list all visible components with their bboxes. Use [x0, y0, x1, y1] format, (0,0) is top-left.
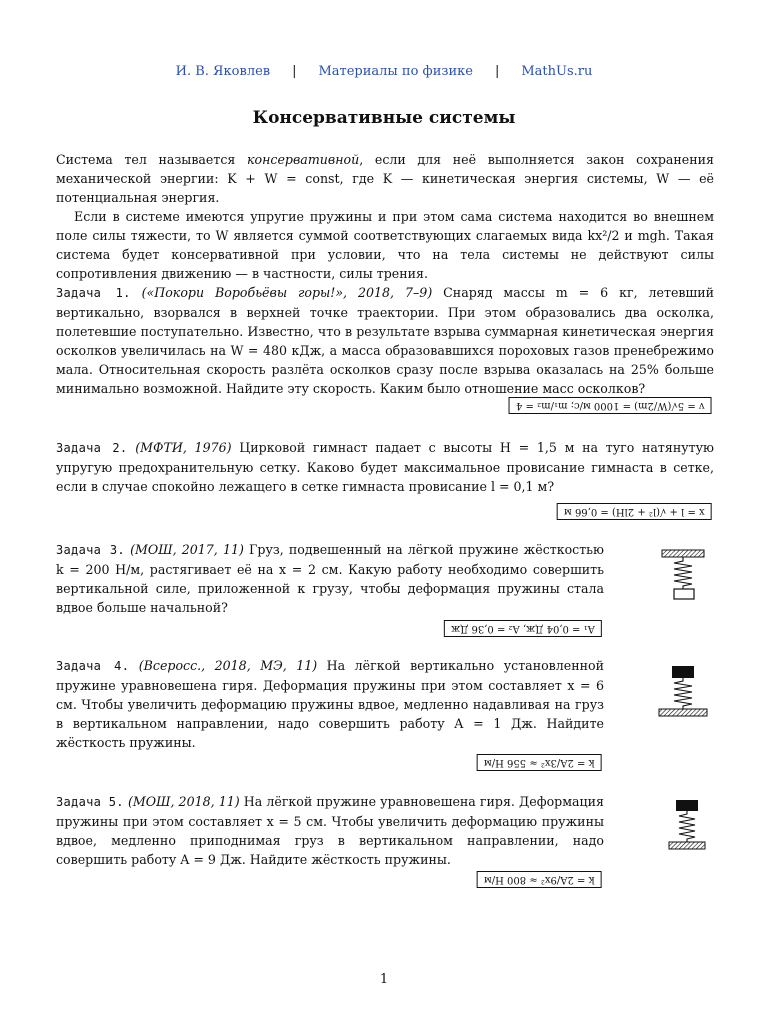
task-1-answer: v = 5√(W/2m) = 1000 м/с; m₁/m₂ = 4: [509, 397, 712, 414]
hanging-spring-figure: [660, 548, 708, 602]
intro-text: Система тел называется: [56, 152, 248, 167]
intro-text: , если для неё выполняется закон сохранения механической энергии: K + W = const, где K — кинетическая энергия системы, W — её потенциальная энергия.: [56, 152, 714, 205]
task-label: Задача 5.: [56, 795, 124, 809]
task-5: [56, 792, 604, 869]
intro-term: консервативной: [247, 152, 360, 167]
header-separator: |: [494, 64, 500, 79]
task-text: Снаряд массы m = 6 кг, летевший вертикально, взорвался в верхней точке траектории. При этом образовались два осколка, полетевшие поступательно. Известно, что в результате взрыва суммарная кинетическая энергия осколков увеличилась на W = 480 кДж, а масса образовавшихся пороховых газов пренебрежимо мала. Относительная скорость разлёта осколков сразу после взрыва оказалась на 25% больше минимально возможной. Найдите эту скорость. Каким было отношение масс осколков?: [56, 285, 714, 396]
header-separator: |: [292, 64, 297, 79]
task-text: На лёгкой вертикально установленной пружине уравновешена гиря. Деформация пружины при этом составляет x = 6 см. Чтобы увеличить деформацию пружины вдвое, медленно надавливая на груз в вертикальном направлении, надо совершить работу A = 1 Дж. Найдите жёсткость пружины.: [56, 658, 604, 750]
intro-paragraph-2: Если в системе имеются упругие пружины и при этом сама система находится во внешнем поле силы тяжести, то W является суммой соответствующих слагаемых вида kx²/2 и mgh. Такая система будет консервативной при условии, что на тела системы не действуют силы сопротивления движению — в частности, силы трения.: [56, 209, 714, 281]
task-label: Задача 4.: [56, 659, 130, 673]
task-source: («Покори Воробьёвы горы!», 2018, 7–9): [141, 285, 433, 300]
task-source: (МФТИ, 1976): [135, 440, 232, 455]
task-text: На лёгкой пружине уравновешена гиря. Деформация пружины при этом составляет x = 5 см. Чтобы увеличить деформацию пружины вдвое, медленно приподнимая груз в вертикальном направлении, надо совершить работу A = 9 Дж. Найдите жёсткость пружины.: [56, 794, 604, 867]
task-source: (МОШ, 2017, 11): [130, 542, 244, 557]
task-1: [56, 283, 714, 398]
intro-paragraph-1: [56, 150, 714, 207]
task-3-answer: A₁ = 0,04 Дж, A₂ = 0,36 Дж: [444, 620, 602, 637]
task-text: Цирковой гимнаст падает с высоты H = 1,5 м на туго натянутую упругую предохранительную сетку. Каково будет максимальное провисание гимнаста в сетке, если в случае спокойно лежащего в сетке гимнаста провисание l = 0,1 м?: [56, 440, 714, 494]
weight-block: [676, 800, 698, 811]
author-link[interactable]: И. В. Яковлев: [175, 64, 271, 79]
task-text: Груз, подвешенный на лёгкой пружине жёсткостью k = 200 Н/м, растягивает её на x = 2 см. Какую работу необходимо совершить вертикальной силе, приложенной к грузу, чтобы деформация пружины стала вдвое больше начальной?: [56, 542, 605, 615]
page-header: [0, 64, 768, 79]
task-label: Задача 1.: [56, 286, 131, 300]
spring: [674, 678, 692, 709]
task-2: [56, 438, 714, 496]
task-2-answer: x = l + √(l² + 2lH) = 0,66 м: [557, 503, 712, 520]
weight-block: [672, 666, 694, 678]
weight-block: [674, 589, 694, 599]
task-4: [56, 656, 604, 752]
task-source: (Всеросс., 2018, МЭ, 11): [138, 658, 318, 673]
task-label: Задача 2.: [56, 441, 128, 455]
task-4-answer: k = 2A/3x² ≈ 556 Н/м: [477, 754, 602, 771]
standing-spring-figure: [656, 664, 710, 720]
ceiling-support: [662, 550, 704, 557]
standing-spring-figure-2: [666, 798, 708, 854]
task-5-answer: k = 2A/9x² ≈ 800 Н/м: [477, 871, 602, 888]
ground-support: [659, 709, 707, 716]
ground-support: [669, 842, 705, 849]
section-link[interactable]: Материалы по физике: [318, 64, 473, 79]
site-link[interactable]: MathUs.ru: [521, 64, 593, 79]
spring: [674, 557, 692, 589]
task-source: (МОШ, 2018, 11): [127, 794, 240, 809]
page-title: Консервативные системы: [252, 108, 516, 128]
spring: [679, 811, 695, 842]
task-3: [56, 540, 604, 617]
page-number: 1: [379, 972, 389, 987]
task-label: Задача 3.: [56, 543, 125, 557]
